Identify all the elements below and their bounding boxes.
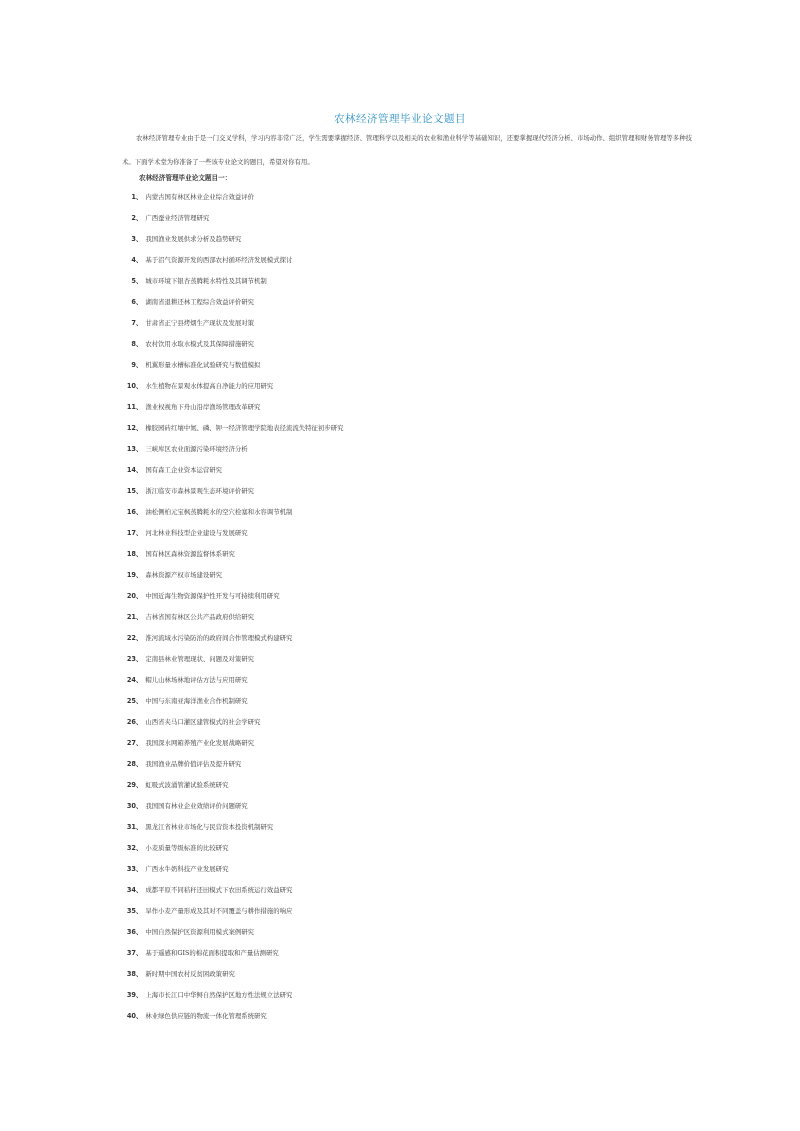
- list-item-separator: 、: [136, 844, 143, 852]
- list-item: [0, 736, 254, 750]
- list-item: [0, 547, 235, 561]
- list-item: [0, 988, 292, 1002]
- list-item-number: 40: [126, 1012, 136, 1020]
- list-item-number: 12: [126, 424, 136, 432]
- list-item-text: 机翼形量水槽标准化试验研究与数值模拟: [145, 361, 261, 369]
- list-item-text: 广西水牛奶科技产业发展研究: [145, 865, 229, 873]
- list-item-separator: 、: [136, 823, 143, 831]
- list-item-number: 39: [126, 991, 136, 999]
- list-item-separator: 、: [136, 970, 143, 978]
- list-item-separator: 、: [136, 214, 143, 222]
- intro-paragraph: 农林经济管理专业由于是一门交叉学科，学习内容非常广泛，学生需要掌握经济、管理科学以及相关的农业和渔业科学等基础知识，还要掌握现代经济分析、市场动作、组织管理和财务管理等多种技术。下面学术堂为你准备了一些该专业论文的题目，希望对你有用。: [122, 134, 692, 166]
- list-item-number: 16: [126, 508, 136, 516]
- list-item-number: 2: [131, 214, 136, 222]
- list-item-separator: 、: [136, 193, 143, 201]
- list-item: [0, 568, 222, 582]
- list-item-text: 我国国有林业企业效绩评价问题研究: [145, 802, 248, 810]
- list-item: [0, 337, 254, 351]
- list-item-text: 上海市长江口中华鲟自然保护区地方性法规立法研究: [145, 991, 293, 999]
- list-item: [0, 946, 279, 960]
- list-item-separator: 、: [136, 802, 143, 810]
- list-item-number: 5: [131, 277, 136, 285]
- list-item-separator: 、: [136, 424, 143, 432]
- list-item-text: 内蒙古国有林区林业企业综合效益评价: [145, 193, 255, 201]
- list-item-number: 18: [126, 550, 136, 558]
- document-title: 农林经济管理毕业论文题目: [334, 113, 466, 125]
- list-item-number: 13: [126, 445, 136, 453]
- list-item-text: 成都平原不同秸秆还田模式下农田系统运行效益研究: [145, 886, 293, 894]
- list-item-text: 农村饮用水取水模式及其保障措施研究: [145, 340, 255, 348]
- list-item-text: 国有森工企业资本运营研究: [145, 466, 223, 474]
- list-item: [0, 694, 248, 708]
- list-item-text: 虹吸式波涌管灌试验系统研究: [145, 781, 229, 789]
- list-item-number: 21: [126, 613, 136, 621]
- list-item-separator: 、: [136, 991, 143, 999]
- list-item-separator: 、: [136, 445, 143, 453]
- list-item-text: 小麦质量等级标准的比较研究: [145, 844, 229, 852]
- list-item-separator: 、: [136, 718, 143, 726]
- list-item-separator: 、: [136, 697, 143, 705]
- list-item-separator: 、: [136, 529, 143, 537]
- list-item: [0, 673, 248, 687]
- list-item: [0, 631, 292, 645]
- list-item-text: 山西省夹马口灌区建管模式的社会学研究: [145, 718, 261, 726]
- list-item-number: 7: [131, 319, 136, 327]
- list-item-text: 我国深水网箱养殖产业化发展战略研究: [145, 739, 255, 747]
- list-item-text: 河北林业科技型企业建设与发展研究: [145, 529, 248, 537]
- list-item-number: 8: [131, 340, 136, 348]
- list-item-separator: 、: [136, 508, 143, 516]
- list-item-text: 中国近海生物资源保护性开发与可持续利用研究: [145, 592, 280, 600]
- list-item: [0, 295, 254, 309]
- list-item-separator: 、: [136, 634, 143, 642]
- list-item: [0, 799, 248, 813]
- list-item: [0, 442, 248, 456]
- list-item-text: 渔业权视角下舟山沿岸渔场管理改革研究: [145, 403, 261, 411]
- list-item: [0, 778, 228, 792]
- list-item-text: 中国自然保护区资源利用模式案例研究: [145, 928, 255, 936]
- list-item-text: 基于沼气资源开发的西部农村循环经济发展模式探讨: [145, 256, 293, 264]
- list-item: [0, 526, 248, 540]
- list-item-text: 我国渔业发展供求分析及趋势研究: [145, 235, 242, 243]
- list-item: [0, 484, 254, 498]
- list-item: [0, 820, 273, 834]
- list-item-text: 旱作小麦产量形成及其对不同覆盖与耕作措施的响应: [145, 907, 293, 915]
- list-item-number: 37: [126, 949, 136, 957]
- list-item-text: 浙江临安市森林景观生态环境评价研究: [145, 487, 255, 495]
- list-item-text: 我国渔业品牌价值评估及提升研究: [145, 760, 242, 768]
- list-item-number: 31: [126, 823, 136, 831]
- list-item-number: 26: [126, 718, 136, 726]
- list-item-separator: 、: [136, 592, 143, 600]
- list-item-separator: 、: [136, 613, 143, 621]
- list-item-number: 9: [131, 361, 136, 369]
- list-item-number: 20: [126, 592, 136, 600]
- list-item-number: 17: [126, 529, 136, 537]
- list-item: [0, 589, 280, 603]
- list-item: [0, 379, 273, 393]
- list-item: [0, 190, 254, 204]
- list-item-separator: 、: [136, 235, 143, 243]
- list-item-separator: 、: [136, 739, 143, 747]
- list-item-text: 橡胶园砖红壤中氮、磷、钾一经济管理学院地表径流流失特征初步研究: [145, 424, 344, 432]
- list-item: [0, 925, 254, 939]
- list-item: [0, 904, 292, 918]
- list-item-number: 15: [126, 487, 136, 495]
- list-item-separator: 、: [136, 340, 143, 348]
- list-item-number: 28: [126, 760, 136, 768]
- list-item-number: 11: [126, 403, 136, 411]
- list-item-separator: 、: [136, 466, 143, 474]
- list-item-separator: 、: [136, 487, 143, 495]
- list-item-text: 基于遥感和GIS的棉花面积提取和产量估测研究: [145, 949, 279, 957]
- list-item-separator: 、: [136, 361, 143, 369]
- list-item-number: 24: [126, 676, 136, 684]
- list-item-separator: 、: [136, 571, 143, 579]
- list-item-text: 定南县林业管理现状、问题及对策研究: [145, 655, 255, 663]
- list-item-number: 22: [126, 634, 136, 642]
- list-item-number: 19: [126, 571, 136, 579]
- list-item-text: 三峡库区农业面源污染环境经济分析: [145, 445, 248, 453]
- list-item: [0, 211, 209, 225]
- list-item-text: 新时期中国农村反贫困政策研究: [145, 970, 235, 978]
- list-item: [0, 463, 222, 477]
- list-item-separator: 、: [136, 781, 143, 789]
- list-item-separator: 、: [136, 949, 143, 957]
- list-item: [0, 967, 235, 981]
- list-item-number: 33: [126, 865, 136, 873]
- list-item: [0, 316, 254, 330]
- list-item-text: 淮河流域水污染防治的政府间合作管理模式构建研究: [145, 634, 293, 642]
- list-item-separator: 、: [136, 403, 143, 411]
- list-item-number: 38: [126, 970, 136, 978]
- list-item: [0, 505, 292, 519]
- list-item: [0, 358, 260, 372]
- list-item: [0, 652, 254, 666]
- list-item-separator: 、: [136, 1012, 143, 1020]
- list-item-number: 36: [126, 928, 136, 936]
- list-item-text: 中国与东南亚海洋渔业合作机制研究: [145, 697, 248, 705]
- list-item-separator: 、: [136, 319, 143, 327]
- section-heading: 农林经济管理毕业论文题目一：: [139, 174, 232, 182]
- list-item-text: 甘肃省正宁县烤烟生产现状及发展对策: [145, 319, 255, 327]
- list-item: [0, 883, 292, 897]
- list-item-text: 湖南省退耕还林工程综合效益评价研究: [145, 298, 255, 306]
- list-item-separator: 、: [136, 550, 143, 558]
- list-item-number: 4: [131, 256, 136, 264]
- list-item-text: 吉林省国有林区公共产品政府供给研究: [145, 613, 255, 621]
- list-item-separator: 、: [136, 277, 143, 285]
- list-item-separator: 、: [136, 928, 143, 936]
- list-item-number: 25: [126, 697, 136, 705]
- list-item-number: 35: [126, 907, 136, 915]
- list-item-text: 国有林区森林资源监督体系研究: [145, 550, 235, 558]
- list-item: [0, 610, 254, 624]
- list-item-text: 水生植物在景观水体提高自净能力的应用研究: [145, 382, 274, 390]
- list-item-number: 10: [126, 382, 136, 390]
- list-item-separator: 、: [136, 886, 143, 894]
- list-item: [0, 841, 228, 855]
- list-item: [0, 757, 241, 771]
- list-item-separator: 、: [136, 256, 143, 264]
- list-item-number: 34: [126, 886, 136, 894]
- list-item: [0, 400, 260, 414]
- list-item-text: 广西蚕业经济管理研究: [145, 214, 210, 222]
- list-item-text: 黑龙江省林业市场化与民营资本投资机制研究: [145, 823, 274, 831]
- list-item-separator: 、: [136, 382, 143, 390]
- list-item-separator: 、: [136, 676, 143, 684]
- list-item-number: 30: [126, 802, 136, 810]
- list-item-number: 32: [126, 844, 136, 852]
- list-item-text: 帽儿山林场林地评估方法与应用研究: [145, 676, 248, 684]
- list-item-separator: 、: [136, 760, 143, 768]
- list-item-separator: 、: [136, 865, 143, 873]
- list-item: [0, 232, 241, 246]
- list-item-text: 油松侧柏元宝枫蒸腾耗水的空穴栓塞和水容调节机制: [145, 508, 293, 516]
- list-item: [0, 715, 260, 729]
- list-item-text: 城市环境下银杏蒸腾耗水特性及其调节机制: [145, 277, 267, 285]
- list-item-number: 29: [126, 781, 136, 789]
- list-item-separator: 、: [136, 655, 143, 663]
- list-item-number: 1: [131, 193, 136, 201]
- list-item-separator: 、: [136, 907, 143, 915]
- list-item: [0, 1009, 267, 1023]
- list-item: [0, 421, 344, 435]
- list-item-separator: 、: [136, 298, 143, 306]
- list-item: [0, 274, 267, 288]
- list-item: [0, 253, 292, 267]
- list-item-text: 林业绿色供应链的物流一体化管理系统研究: [145, 1012, 267, 1020]
- list-item-number: 6: [131, 298, 136, 306]
- list-item-number: 3: [131, 235, 136, 243]
- list-item-number: 23: [126, 655, 136, 663]
- list-item-number: 14: [126, 466, 136, 474]
- list-item: [0, 862, 228, 876]
- list-item-number: 27: [126, 739, 136, 747]
- list-item-text: 森林资源产权市场建设研究: [145, 571, 223, 579]
